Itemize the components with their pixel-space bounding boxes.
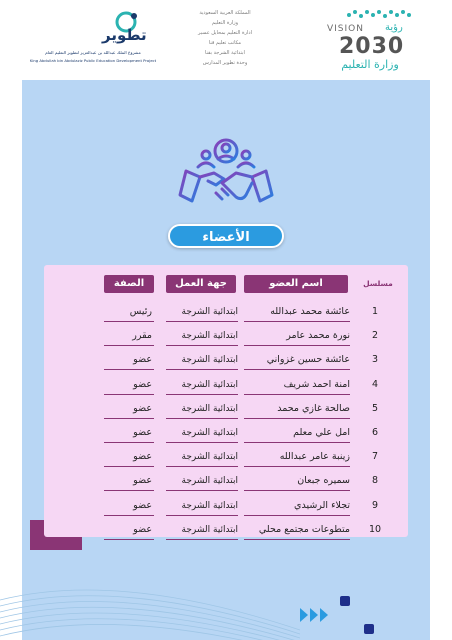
row-serial: 6: [371, 427, 379, 438]
row-underline: [166, 490, 238, 491]
tatweer-subtitle-en: King Abdullah bin Abdulaziz Public Education Development Project: [29, 58, 157, 63]
row-underline: [104, 539, 154, 540]
row-workplace: ابتدائية الشرجة: [181, 355, 238, 366]
row-role: عضو: [133, 427, 152, 438]
table-row: [44, 470, 408, 492]
letterhead-line: وحدة تطوير المدارس: [202, 60, 248, 66]
letterhead-line: ادارة التعليم بمحايل عسير: [197, 30, 253, 36]
row-role: مقرر: [132, 330, 152, 342]
letterhead-line: وزارة التعليم: [211, 20, 239, 26]
row-serial: 9: [371, 499, 379, 511]
row-role: رئيس: [129, 306, 152, 317]
table-row: [44, 495, 408, 517]
letterhead-line: ابتدائية الشرجة بقنا: [205, 50, 245, 56]
row-workplace: ابتدائية الشرجة: [181, 428, 238, 438]
row-underline: [104, 345, 154, 346]
row-underline: [104, 369, 154, 370]
row-member-name: سميره جبعان: [297, 475, 350, 487]
row-underline: [244, 394, 350, 395]
teamwork-handshake-icon: [178, 137, 274, 217]
roya-word: رؤية: [385, 22, 403, 33]
fast-forward-arrows-icon: [300, 608, 330, 622]
row-underline: [166, 539, 238, 540]
row-underline: [244, 321, 350, 322]
header-serial: مسلسل: [363, 279, 393, 288]
row-underline: [166, 442, 238, 443]
row-underline: [104, 490, 154, 491]
header-member-name: اسم العضو: [244, 275, 348, 293]
row-serial: 2: [371, 330, 379, 342]
table-row: [44, 422, 408, 444]
row-workplace: ابتدائية الشرجة: [181, 500, 238, 511]
decor-wave-lines: [0, 560, 300, 640]
row-underline: [244, 515, 350, 516]
row-underline: [244, 539, 350, 540]
row-underline: [166, 345, 238, 346]
vision-year: 2030: [339, 34, 405, 59]
table-row: [44, 325, 408, 347]
header-role: الصفة: [104, 275, 154, 293]
row-member-name: متطوعات مجتمع محلي: [258, 523, 350, 535]
section-title: الأعضاء: [168, 224, 284, 248]
letterhead-lines: [170, 8, 280, 68]
row-serial: 5: [371, 402, 379, 414]
row-underline: [166, 466, 238, 467]
row-underline: [104, 515, 154, 516]
row-role: عضو: [133, 451, 152, 463]
row-role: عضو: [133, 378, 152, 390]
vision-word: VISION: [327, 24, 364, 34]
row-underline: [244, 442, 350, 443]
table-row: [44, 374, 408, 396]
row-workplace: ابتدائية الشرجة: [181, 307, 238, 317]
row-serial: 8: [371, 475, 379, 487]
row-underline: [166, 418, 238, 419]
decor-square: [340, 596, 350, 606]
row-member-name: نورة محمد عامر: [286, 330, 350, 342]
letterhead-line: المملكة العربية السعودية: [199, 10, 251, 16]
table-row: [44, 301, 408, 323]
row-underline: [244, 490, 350, 491]
row-underline: [104, 466, 154, 467]
table-row: [44, 446, 408, 468]
row-underline: [244, 418, 350, 419]
row-role: عضو: [133, 354, 152, 366]
row-workplace: ابتدائية الشرجة: [181, 379, 238, 390]
row-underline: [104, 442, 154, 443]
letterhead-line: مكاتب تعليم قنا: [208, 40, 242, 46]
tatweer-logo: [28, 10, 158, 62]
row-role: عضو: [133, 523, 152, 535]
row-underline: [166, 321, 238, 322]
tatweer-subtitle-ar: مشروع الملك عبدالله بن عبدالعزيز لتطوير التعليم العام: [45, 50, 141, 55]
table-row: [44, 398, 408, 420]
vision-2030-logo: [325, 8, 425, 70]
row-underline: [104, 394, 154, 395]
row-serial: 4: [371, 378, 379, 390]
row-member-name: عائشة محمد عبدالله: [270, 306, 350, 317]
table-row: [44, 349, 408, 371]
row-underline: [244, 345, 350, 346]
row-role: عضو: [133, 499, 152, 511]
row-underline: [104, 418, 154, 419]
row-underline: [244, 369, 350, 370]
row-role: عضو: [133, 475, 152, 487]
row-role: عضو: [133, 402, 152, 414]
row-workplace: ابتدائية الشرجة: [181, 476, 238, 487]
row-member-name: عائشة حسين غزواني: [266, 354, 350, 366]
row-underline: [166, 394, 238, 395]
row-underline: [244, 466, 350, 467]
letterhead: [0, 0, 452, 80]
row-member-name: زينبة عامر عبدالله: [279, 451, 350, 463]
row-serial: 3: [371, 354, 379, 366]
row-workplace: ابتدائية الشرجة: [181, 403, 238, 414]
row-underline: [104, 321, 154, 322]
row-underline: [166, 369, 238, 370]
row-serial: 1: [371, 306, 379, 317]
row-member-name: تجلاء الرشيدي: [294, 499, 350, 511]
members-table: [44, 265, 408, 537]
row-underline: [166, 515, 238, 516]
tatweer-wordmark: تطوير: [102, 26, 147, 44]
vision-dots-icon: [345, 8, 415, 22]
row-serial: 7: [371, 451, 379, 463]
row-member-name: امل علي معلم: [293, 427, 350, 438]
header-workplace: جهة العمل: [166, 275, 236, 293]
decor-square: [364, 624, 374, 634]
row-member-name: صالحة غازي محمد: [277, 402, 350, 414]
row-workplace: ابتدائية الشرجة: [181, 524, 238, 535]
row-member-name: امنة احمد شريف: [283, 378, 350, 390]
row-workplace: ابتدائية الشرجة: [181, 331, 238, 342]
ministry-name: وزارة التعليم: [341, 58, 399, 71]
table-row: [44, 519, 408, 541]
row-serial: 10: [368, 523, 382, 535]
row-workplace: ابتدائية الشرجة: [181, 452, 238, 463]
